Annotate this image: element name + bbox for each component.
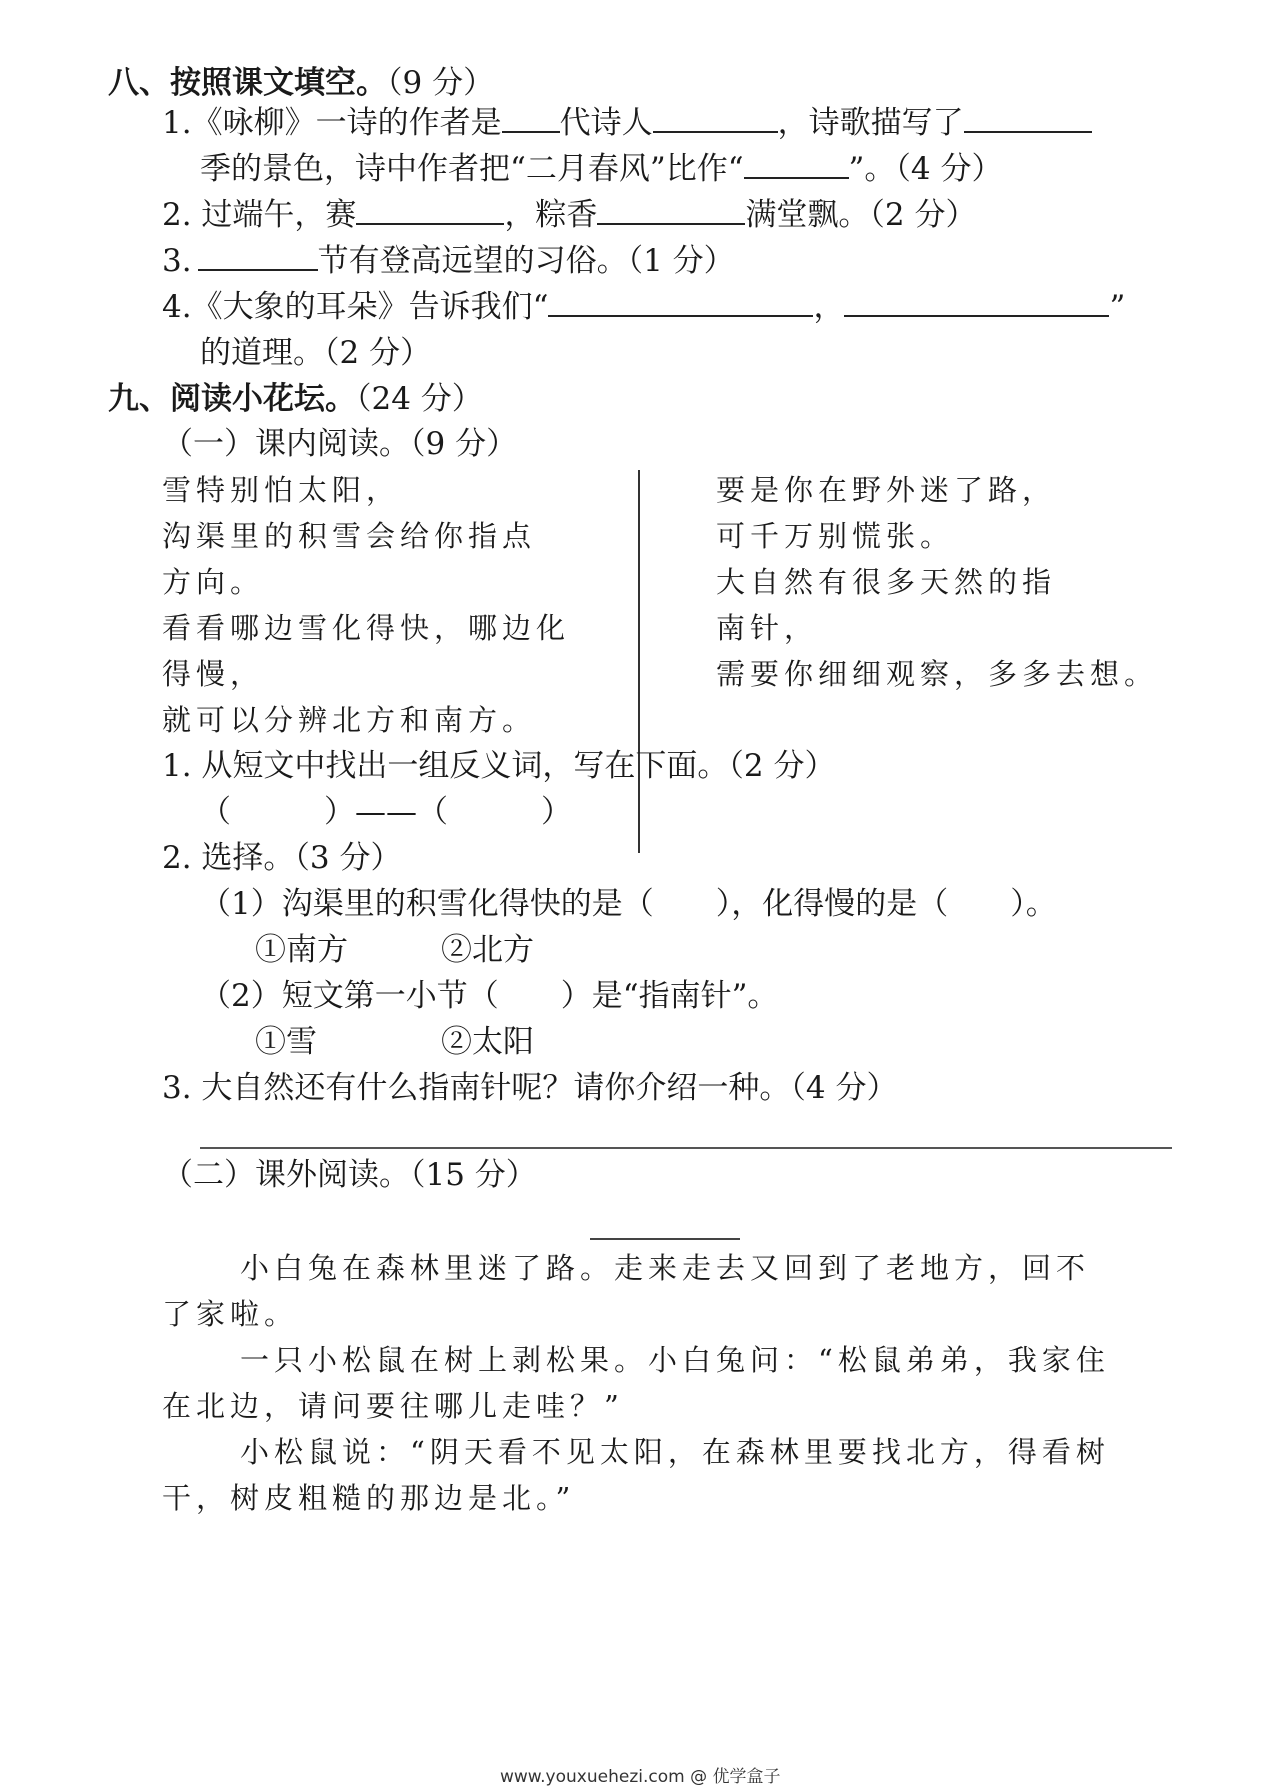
answer-blank[interactable] [548, 287, 813, 317]
p1-question-1-answer[interactable]: （ ）——（ ） [200, 794, 572, 830]
poem-right-line: 大自然有很多天然的指 [716, 565, 1057, 599]
answer-blank[interactable] [964, 103, 1092, 133]
answer-line[interactable] [200, 1147, 1172, 1149]
answer-blank[interactable] [356, 195, 504, 225]
title-blank[interactable] [590, 1238, 740, 1240]
p1-question-1: 1. 从短文中找出一组反义词，写在下面。（2 分） [162, 748, 836, 784]
poem-left-line: 看看哪边雪化得快，哪边化 [162, 611, 571, 645]
p1-question-3: 3. 大自然还有什么指南针呢？请你介绍一种。（4 分） [162, 1070, 898, 1106]
passage-line: 在北边，请问要往哪儿走哇？” [162, 1389, 624, 1423]
poem-left-line: 就可以分辨北方和南方。 [162, 703, 537, 737]
column-divider [638, 470, 640, 853]
passage-line: 了家啦。 [162, 1297, 299, 1331]
s8-question-1-line-1 [162, 103, 1092, 143]
p1-question-2: 2. 选择。（3 分） [162, 840, 402, 876]
section-9-score: （24 分） [356, 381, 483, 417]
s8-q3-text-a: 3. [162, 243, 192, 279]
part-1-title: （一）课内阅读。（9 分） [162, 426, 518, 462]
passage-line: 小白兔在森林里迷了路。走来走去又回到了老地方，回不 [240, 1251, 1091, 1285]
s8-q2-text-b: ，粽香 [504, 197, 598, 233]
poem-right-line: 要是你在野外迷了路， [716, 473, 1057, 507]
section-9-title: 九、阅读小花坛。 [108, 381, 356, 417]
answer-blank[interactable] [653, 103, 778, 133]
poem-right-line: 可千万别慌张。 [716, 519, 955, 553]
s8-question-4-line-1 [162, 287, 1125, 327]
s8-q1-text-e: ”。（4 分） [848, 151, 1003, 187]
part-2-title: （二）课外阅读。（15 分） [162, 1157, 537, 1193]
answer-blank[interactable] [597, 195, 745, 225]
section-8-heading [108, 63, 494, 103]
p1-question-2-2: （2）短文第一小节（ ）是“指南针”。 [200, 978, 779, 1014]
s8-q1-text-c: ，诗歌描写了 [777, 105, 964, 141]
p1-question-2-1: （1）沟渠里的积雪化得快的是（ ），化得慢的是（ ）。 [200, 886, 1057, 922]
s8-q4-text-c: ” [1109, 289, 1126, 325]
answer-blank[interactable] [502, 103, 560, 133]
s8-q3-text-b: 节有登高远望的习俗。（1 分） [317, 243, 735, 279]
s8-q1-text-b: 代诗人 [559, 105, 653, 141]
section-8-title: 八、按照课文填空。 [108, 65, 387, 101]
poem-left-line: 沟渠里的积雪会给你指点 [162, 519, 537, 553]
p1-question-2-1-options: ①南方 ②北方 [255, 932, 534, 968]
poem-right-line: 南针， [716, 611, 819, 645]
section-8-score: （9 分） [387, 65, 495, 101]
answer-blank[interactable] [198, 241, 318, 271]
poem-left-line: 雪特别怕太阳， [162, 473, 401, 507]
answer-blank[interactable] [844, 287, 1109, 317]
footer-watermark: www.youxuehezi.com @ 优学盒子 [500, 1767, 781, 1787]
passage-line: 小松鼠说：“阴天看不见太阳，在森林里要找北方，得看树 [240, 1435, 1110, 1469]
s8-q4-text-b: ， [813, 289, 845, 325]
s8-question-3 [162, 241, 735, 281]
section-9-heading [108, 379, 483, 419]
passage-line: 干，树皮粗糙的那边是北。” [162, 1481, 576, 1515]
s8-question-1-line-2 [200, 149, 1002, 189]
s8-q2-text-c: 满堂飘。（2 分） [745, 197, 977, 233]
s8-question-4-line-2: 的道理。（2 分） [200, 335, 432, 371]
answer-blank[interactable] [744, 149, 849, 179]
passage-line: 一只小松鼠在树上剥松果。小白兔问：“松鼠弟弟，我家住 [240, 1343, 1110, 1377]
s8-q1-text-d: 季的景色，诗中作者把“二月春风”比作“ [200, 151, 744, 187]
s8-q1-text-a: 1.《咏柳》一诗的作者是 [162, 105, 502, 141]
poem-right-line: 需要你细细观察，多多去想。 [716, 657, 1159, 691]
s8-question-2 [162, 195, 977, 235]
poem-left-line: 方向。 [162, 565, 265, 599]
poem-left-line: 得慢， [162, 657, 265, 691]
s8-q4-text-a: 4.《大象的耳朵》告诉我们“ [162, 289, 549, 325]
s8-q2-text-a: 2. 过端午，赛 [162, 197, 357, 233]
p1-question-2-2-options: ①雪 ②太阳 [255, 1024, 534, 1060]
